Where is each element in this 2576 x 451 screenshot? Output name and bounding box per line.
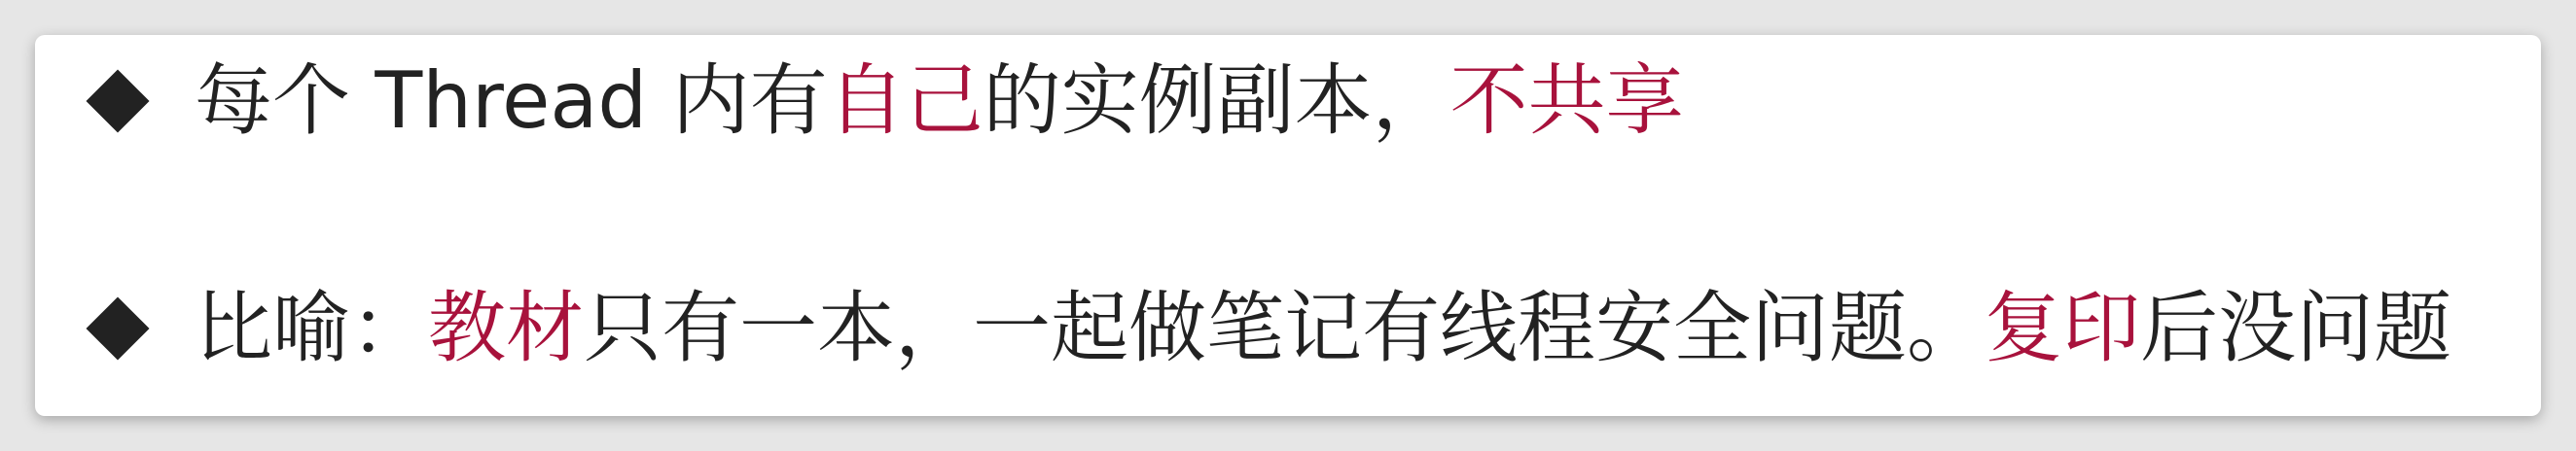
bullet-2-segment-5: 后没问题 <box>2140 283 2451 373</box>
bullet-1-highlight-not-shared: 不共享 <box>1449 55 1684 146</box>
bullet-1-segment-3: 的实例副本， <box>983 55 1450 146</box>
bullet-2-segment-3: 只有一本，一起做笔记有线程安全问题。 <box>584 283 1985 373</box>
bullet-2-text <box>195 283 2451 373</box>
diamond-bullet-icon <box>86 296 149 360</box>
bullet-1-highlight-own: 自己 <box>827 55 984 146</box>
bullet-1-segment-1: 每个 Thread 内有 <box>195 55 828 146</box>
bullet-item-2 <box>86 283 2451 373</box>
bullet-2-highlight-textbook: 教材 <box>428 283 584 373</box>
bullet-item-1 <box>86 55 1684 146</box>
bullet-2-segment-1: 比喻： <box>195 283 428 373</box>
bullet-1-text <box>195 55 1684 146</box>
bullet-2-highlight-photocopy: 复印 <box>1985 283 2140 373</box>
content-card <box>35 35 2541 416</box>
diamond-bullet-icon <box>86 69 149 132</box>
